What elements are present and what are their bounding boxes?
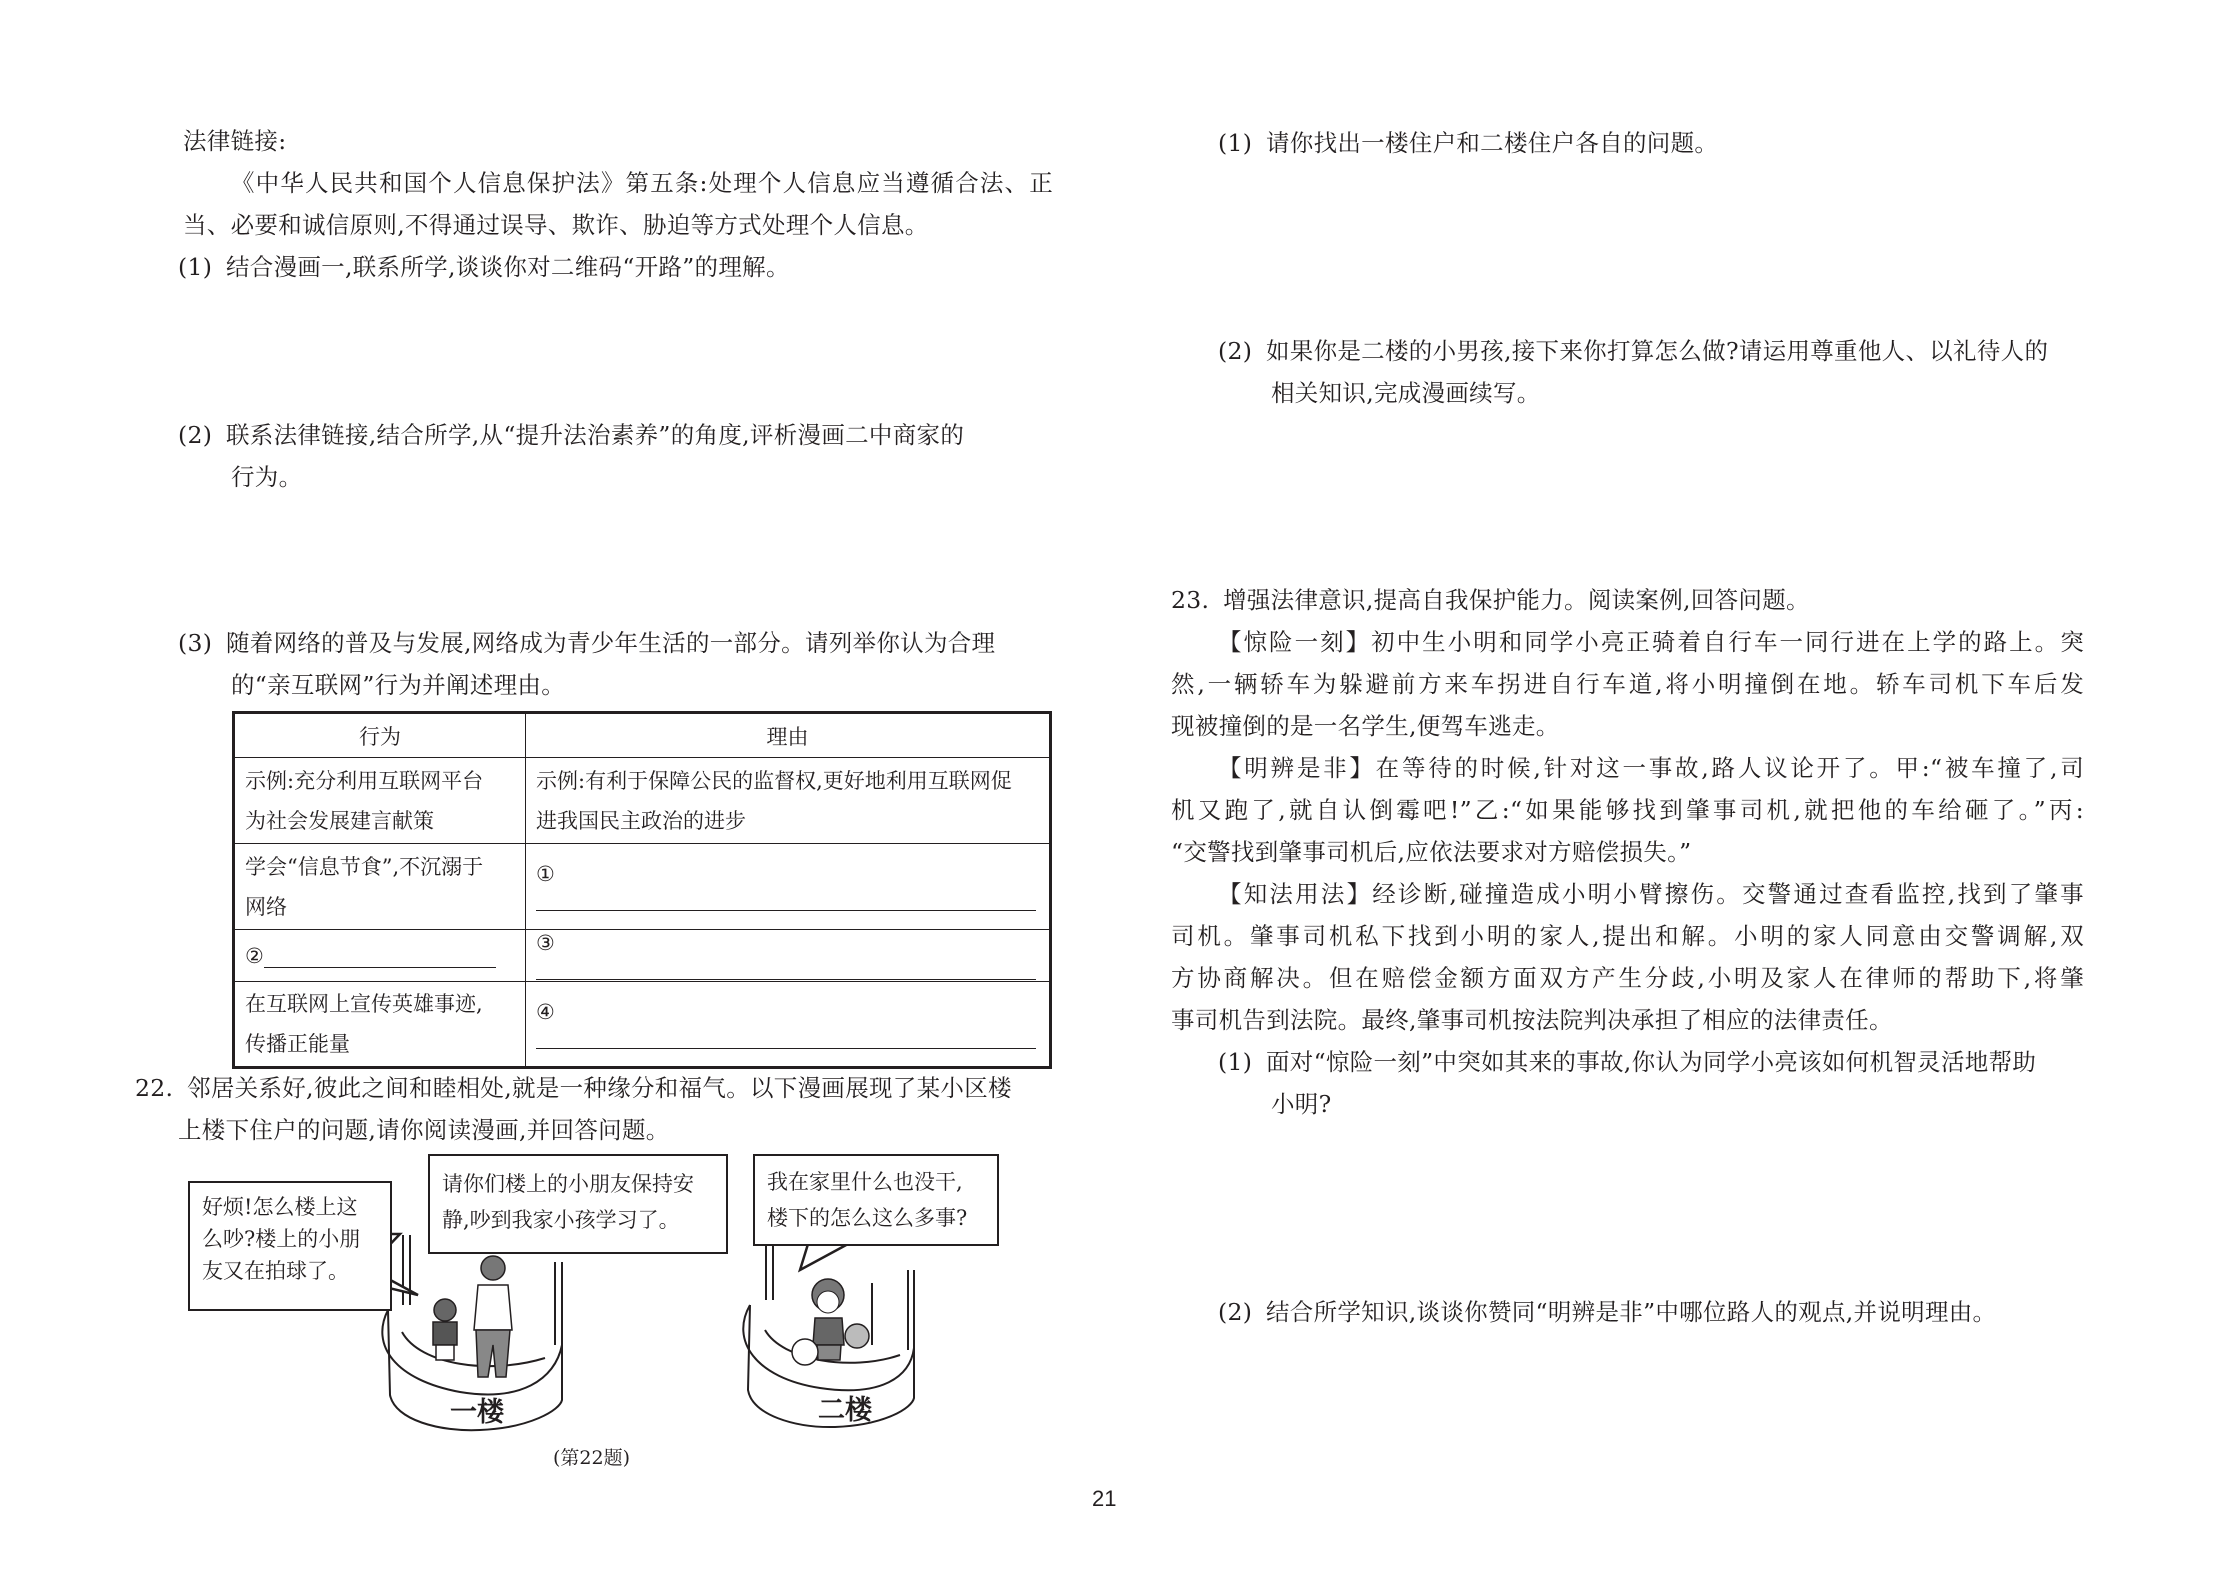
cell-text: 进我国民主政治的进步: [536, 808, 746, 833]
case-text-line: 【惊险一刻】初中生小明和同学小亮正骑着自行车一同行进在上学的路上。突: [1218, 628, 2084, 656]
case-text-line: 然,一辆轿车为躲避前方来车拐进自行车道,将小明撞倒在地。轿车司机下车后发: [1171, 670, 2084, 698]
bubble-text: 好烦!怎么楼上这: [202, 1195, 358, 1219]
case-text-line: 方协商解决。但在赔偿金额方面双方产生分歧,小明及家人在律师的帮助下,将肇: [1171, 964, 2084, 992]
case-text-line: 【知法用法】经诊断,碰撞造成小明小臂擦伤。交警通过查看监控,找到了肇事: [1218, 880, 2084, 908]
question-number: (2): [1218, 337, 1253, 365]
figure-caption: (第22题): [553, 1447, 631, 1469]
question-number: (2): [1218, 1298, 1253, 1326]
question-22-1: [1218, 128, 1718, 158]
question-text-continued: 相关知识,完成漫画续写。: [1271, 379, 1541, 407]
question-text: 增强法律意识,提高自我保护能力。阅读案例,回答问题。: [1223, 586, 1810, 614]
bubble-text: 我在家里什么也没干,: [767, 1170, 963, 1194]
blank-marker: ③: [536, 931, 555, 955]
law-link-heading: 法律链接:: [183, 127, 287, 155]
floor2-label: 二楼: [818, 1395, 872, 1426]
question-text: 结合所学知识,谈谈你赞同“明辨是非”中哪位路人的观点,并说明理由。: [1265, 1298, 1997, 1326]
question-number: (3): [178, 629, 213, 657]
question-text-continued: 小明?: [1271, 1090, 1332, 1118]
question-number: (1): [1218, 129, 1253, 157]
cell-text: 示例:充分利用互联网平台: [245, 768, 484, 793]
question-text: 如果你是二楼的小男孩,接下来你打算怎么做?请运用尊重他人、以礼待人的: [1265, 337, 2049, 365]
cell-text: 为社会发展建言献策: [245, 808, 434, 833]
law-text-line: 《中华人民共和国个人信息保护法》第五条:处理个人信息应当遵循合法、正: [231, 169, 1053, 197]
blank-marker: ④: [536, 999, 555, 1024]
question-number: (2): [178, 421, 213, 449]
father-figure-icon: [474, 1256, 512, 1377]
page-number: 21: [1092, 1486, 1117, 1511]
question-text: 面对“惊险一刻”中突如其来的事故,你认为同学小亮该如何机智灵活地帮助: [1265, 1048, 2037, 1076]
bubble-text: 静,吵到我家小孩学习了。: [442, 1208, 680, 1232]
cell-text: 示例:有利于保障公民的监督权,更好地利用互联网促: [536, 768, 1012, 793]
cell-text: 传播正能量: [245, 1032, 350, 1056]
case-text-line: 【明辨是非】在等待的时候,针对这一事故,路人议论开了。甲:“被车撞了,司: [1218, 754, 2084, 782]
bubble-text: 友又在拍球了。: [202, 1259, 349, 1283]
bubble-text: 请你们楼上的小朋友保持安: [442, 1172, 694, 1196]
floor1-label: 一楼: [450, 1397, 504, 1428]
question-text-continued: 行为。: [231, 463, 303, 491]
case-text-line: 机又跑了,就自认倒霉吧!”乙:“如果能够找到肇事司机,就把他的车给砸了。”丙:: [1171, 796, 2084, 824]
question-text: 联系法律链接,结合所学,从“提升法治素养”的角度,评析漫画二中商家的: [225, 421, 965, 449]
question-text-continued: 的“亲互联网”行为并阐述理由。: [231, 671, 566, 699]
question-23: [1171, 585, 1810, 615]
speech-bubble-boy-floor2: [753, 1154, 999, 1246]
comic-drawing: [0, 0, 1100, 1480]
question-text: 邻居关系好,彼此之间和睦相处,就是一种缘分和福气。以下漫画展现了某小区楼: [187, 1074, 1012, 1102]
question-number: 22.: [135, 1074, 174, 1102]
bubble-text: 么吵?楼上的小朋: [202, 1227, 361, 1251]
law-text-line: 当、必要和诚信原则,不得通过误导、欺诈、胁迫等方式处理个人信息。: [183, 211, 929, 239]
question-text: 结合漫画一,联系所学,谈谈你对二维码“开路”的理解。: [225, 253, 790, 281]
column-header-behavior: 行为: [234, 713, 526, 758]
question-text: 随着网络的普及与发展,网络成为青少年生活的一部分。请列举你认为合理: [225, 629, 996, 657]
question-23-2: [1218, 1297, 1996, 1327]
boy-with-ball-icon: [792, 1279, 869, 1365]
case-text-line: 事司机告到法院。最终,肇事司机按法院判决承担了相应的法律责任。: [1171, 1006, 1893, 1034]
case-text-line: 现被撞倒的是一名学生,便驾车逃走。: [1171, 712, 1560, 740]
question-23-1: [1218, 1047, 2084, 1077]
question-text-continued: 上楼下住户的问题,请你阅读漫画,并回答问题。: [178, 1116, 670, 1144]
speech-bubble-father-floor1: [428, 1154, 728, 1254]
child-figure-icon: [433, 1299, 457, 1360]
blank-marker: ②: [245, 944, 264, 968]
cell-text: 在互联网上宣传英雄事迹,: [245, 992, 483, 1016]
question-number: (1): [1218, 1048, 1253, 1076]
cell-text: 学会“信息节食”,不沉溺于: [245, 854, 484, 879]
blank-marker: ①: [536, 862, 555, 886]
speech-bubble-child-floor1: [188, 1181, 392, 1311]
question-22-2: [1218, 336, 2048, 366]
case-text-line: “交警找到肇事司机后,应依法要求对方赔偿损失。”: [1171, 838, 1692, 866]
cell-text: 网络: [245, 894, 287, 919]
question-number: (1): [178, 253, 213, 281]
question-number: 23.: [1171, 586, 1210, 614]
question-text: 请你找出一楼住户和二楼住户各自的问题。: [1265, 129, 1719, 157]
column-header-reason: 理由: [526, 713, 1051, 758]
bubble-text: 楼下的怎么这么多事?: [767, 1206, 968, 1230]
case-text-line: 司机。肇事司机私下找到小明的家人,提出和解。小明的家人同意由交警调解,双: [1171, 922, 2084, 950]
